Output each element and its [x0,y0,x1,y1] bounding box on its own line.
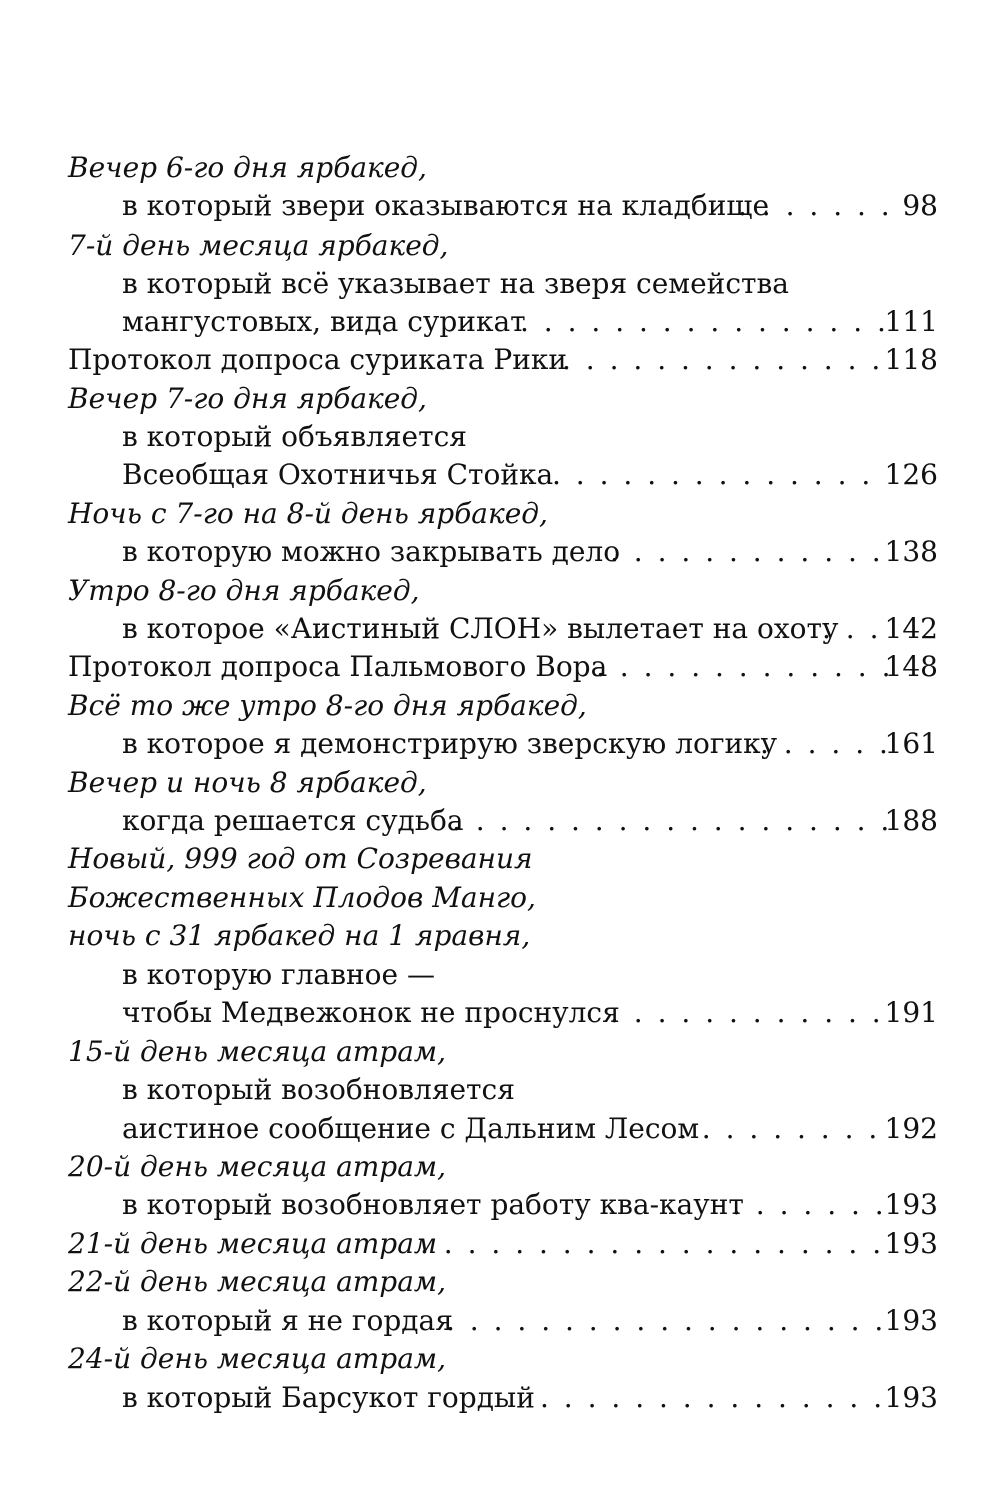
page-number: 111 [884,305,938,338]
toc-heading-text: Всё то же утро 8-го дня ярбакед, [68,689,587,722]
toc-entry-line [0,418,1000,456]
dot-leader [760,725,888,763]
toc-entry-line [0,1379,1000,1417]
page-number: 161 [884,727,938,760]
toc-heading-text: Утро 8-го дня ярбакед, [68,574,420,607]
toc-heading-text: 15-й день месяца атрам, [68,1035,447,1068]
toc-heading-text: ночь с 31 ярбакед на 1 яравня, [68,919,531,952]
page-number: 118 [884,343,938,376]
toc-entry-heading [0,495,1000,533]
toc-subtitle-text: в которую можно закрывать дело [122,535,621,568]
toc-entry-line [0,533,1000,571]
toc-entry-line [0,303,1000,341]
toc-subtitle-text: в который всё указывает на зверя семейства [122,267,789,300]
toc-entry-line [0,456,1000,494]
toc-heading-text: Ночь с 7-го на 8-й день ярбакед, [68,497,548,530]
dot-leader [562,341,888,379]
dot-leader [446,1302,888,1340]
page-number: 192 [884,1112,938,1145]
dot-leader [822,610,888,648]
page-number: 188 [884,804,938,837]
toc-entry-line [0,265,1000,303]
page-number: 142 [884,612,938,645]
toc-subtitle-text: в которое я демонстрирую зверскую логику [122,727,778,760]
toc-entry-heading [0,764,1000,802]
toc-heading-text: 7-й день месяца ярбакед, [68,229,449,262]
page-number: 98 [902,189,938,222]
toc-subtitle-text: в который возобновляет работу ква-каунт [122,1188,744,1221]
toc-subtitle-text: в который объявляется [122,420,467,453]
toc-entry-heading [0,840,1000,878]
toc-subtitle-text: в которое «Аистиный СЛОН» вылетает на охоту [122,612,839,645]
toc-heading-text: Вечер 7-го дня ярбакед, [68,382,427,415]
toc-heading-text: Протокол допроса Пальмового Вора [68,650,608,683]
toc-entry-heading [0,1033,1000,1071]
dot-leader [520,303,888,341]
toc-entry-heading [0,149,1000,187]
page-number: 193 [884,1381,938,1414]
dot-leader [596,648,888,686]
toc-heading-text: Вечер 6-го дня ярбакед, [68,151,427,184]
dot-leader [738,187,895,225]
toc-entry-heading [0,1148,1000,1186]
toc-subtitle-text: мангустовых, вида сурикат [122,305,526,338]
dot-leader [610,994,888,1032]
toc-entry-line [0,648,1000,686]
toc-subtitle-text: в который звери оказываются на кладбище [122,189,770,222]
toc-entry-heading [0,572,1000,610]
toc-subtitle-text: чтобы Медвежонок не проснулся [122,996,620,1029]
toc-entry-line [0,610,1000,648]
dot-leader [540,1379,888,1417]
toc-heading-text: 24-й день месяца атрам, [68,1342,447,1375]
toc-heading-text: Вечер и ночь 8 ярбакед, [68,766,427,799]
toc-heading-text: 21-й день месяца атрам [68,1227,438,1260]
toc-entry-line [0,1186,1000,1224]
toc-entry-heading [0,917,1000,955]
toc-subtitle-text: аистиное сообщение с Дальним Лесом [122,1112,700,1145]
page-number: 126 [884,458,938,491]
toc-entry-heading [0,1263,1000,1301]
toc-subtitle-text: в которую главное — [122,958,435,991]
toc-subtitle-text: в который Барсукот гордый [122,1381,535,1414]
page-number: 138 [884,535,938,568]
toc-entry-line [0,1302,1000,1340]
toc-entry-line [0,341,1000,379]
dot-leader [610,533,888,571]
dot-leader [420,1225,888,1263]
toc-subtitle-text: в который я не гордая [122,1304,453,1337]
page-number: 193 [884,1304,938,1337]
toc-entry-heading [0,380,1000,418]
page-number: 191 [884,996,938,1029]
dot-leader [552,456,888,494]
toc-subtitle-text: в который возобновляется [122,1073,515,1106]
toc-heading-text: 22-й день месяца атрам, [68,1265,447,1298]
toc-subtitle-text: когда решается судьба [122,804,464,837]
toc-entry-line [0,187,1000,225]
toc-heading-text: Новый, 999 год от Созревания [68,842,533,875]
toc-entry-line [0,1110,1000,1148]
page-number: 193 [884,1227,938,1260]
toc-entry-line [0,956,1000,994]
dot-leader [732,1186,888,1224]
toc-entry-heading [0,879,1000,917]
dot-leader [452,802,888,840]
toc-heading-text: Божественных Плодов Манго, [68,881,536,914]
toc-subtitle-text: Всеобщая Охотничья Стойка [122,458,554,491]
toc-heading-text: 20-й день месяца атрам, [68,1150,447,1183]
toc-entry-line [0,1225,1000,1263]
page-number: 193 [884,1188,938,1221]
toc-entry-heading [0,687,1000,725]
toc-entry-heading [0,1340,1000,1378]
toc-entry-line [0,1071,1000,1109]
toc-entry-line [0,802,1000,840]
toc-entry-line [0,725,1000,763]
dot-leader [678,1110,888,1148]
toc-heading-text: Протокол допроса суриката Рики [68,343,568,376]
toc-entry-line [0,994,1000,1032]
page-number: 148 [884,650,938,683]
toc-entry-heading [0,227,1000,265]
